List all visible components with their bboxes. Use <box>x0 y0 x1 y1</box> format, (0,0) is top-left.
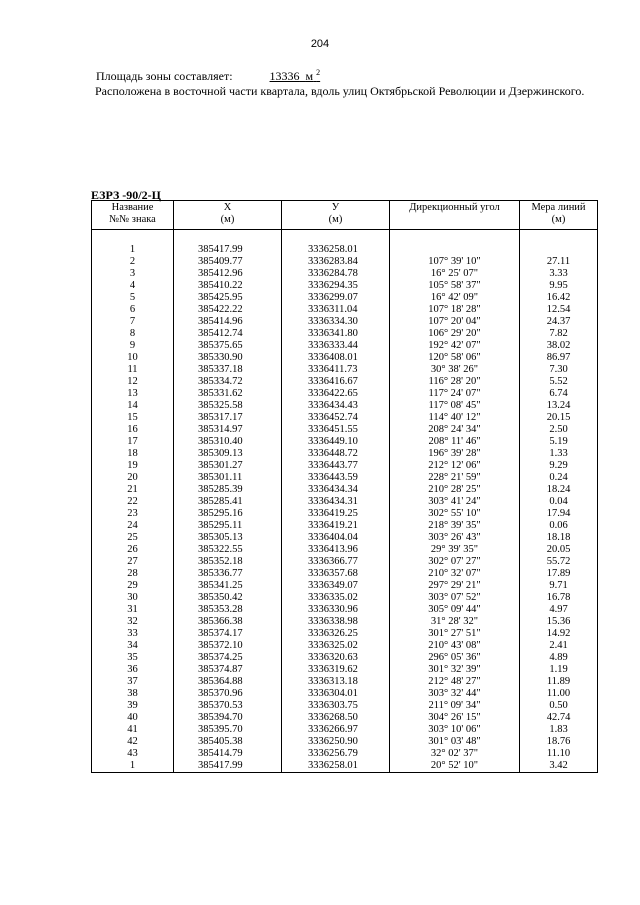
table-row <box>92 532 598 544</box>
header-line-length: Мера линий (м) <box>520 201 598 230</box>
coord-x-cell: 385405.38 <box>174 736 282 748</box>
coord-y-cell: 3336413.96 <box>282 544 390 556</box>
line-length-cell: 7.82 <box>520 328 598 340</box>
table-row <box>92 604 598 616</box>
coord-x-cell: 385331.62 <box>174 388 282 400</box>
coord-x-cell: 385305.13 <box>174 532 282 544</box>
coord-y-cell: 3336319.62 <box>282 664 390 676</box>
table-row <box>92 472 598 484</box>
direction-angle-cell: 32° 02' 37" <box>390 748 520 760</box>
coord-y-cell: 3336284.78 <box>282 268 390 280</box>
line-length-cell: 20.15 <box>520 412 598 424</box>
coord-x-cell: 385325.58 <box>174 400 282 412</box>
line-length-cell: 18.24 <box>520 484 598 496</box>
table-row <box>92 592 598 604</box>
coord-x-cell: 385422.22 <box>174 304 282 316</box>
direction-angle-cell: 296° 05' 36" <box>390 652 520 664</box>
line-length-cell: 0.50 <box>520 700 598 712</box>
direction-angle-cell: 16° 25' 07" <box>390 268 520 280</box>
direction-angle-cell: 304° 26' 15" <box>390 712 520 724</box>
zone-area-unit: м <box>305 69 314 83</box>
direction-angle-cell: 208° 24' 34" <box>390 424 520 436</box>
table-row <box>92 724 598 736</box>
coord-y-cell: 3336411.73 <box>282 364 390 376</box>
coord-x-cell: 385295.11 <box>174 520 282 532</box>
line-length-cell: 9.95 <box>520 280 598 292</box>
point-number-cell: 12 <box>92 376 174 388</box>
table-row <box>92 424 598 436</box>
coord-y-cell: 3336303.75 <box>282 700 390 712</box>
point-number-cell: 4 <box>92 280 174 292</box>
point-number-cell: 24 <box>92 520 174 532</box>
direction-angle-cell: 107° 18' 28" <box>390 304 520 316</box>
line-length-cell: 20.05 <box>520 544 598 556</box>
coord-x-cell: 385414.79 <box>174 748 282 760</box>
point-number-cell: 39 <box>92 700 174 712</box>
point-number-cell: 26 <box>92 544 174 556</box>
point-number-cell: 25 <box>92 532 174 544</box>
coord-x-cell: 385417.99 <box>174 760 282 773</box>
coord-y-cell: 3336404.04 <box>282 532 390 544</box>
table-row <box>92 352 598 364</box>
direction-angle-cell: 212° 48' 27" <box>390 676 520 688</box>
coord-x-cell: 385412.74 <box>174 328 282 340</box>
table-row <box>92 448 598 460</box>
point-number-cell: 1 <box>92 760 174 773</box>
point-number-cell: 7 <box>92 316 174 328</box>
coord-y-cell: 3336250.90 <box>282 736 390 748</box>
point-number-cell: 31 <box>92 604 174 616</box>
direction-angle-cell: 305° 09' 44" <box>390 604 520 616</box>
point-number-cell: 27 <box>92 556 174 568</box>
point-number-cell: 3 <box>92 268 174 280</box>
page-number: 204 <box>310 38 330 50</box>
coord-x-cell: 385310.40 <box>174 436 282 448</box>
coord-y-cell: 3336313.18 <box>282 676 390 688</box>
coord-y-cell: 3336256.79 <box>282 748 390 760</box>
line-length-cell: 11.89 <box>520 676 598 688</box>
table-row <box>92 616 598 628</box>
table-spacer-row <box>92 230 598 245</box>
table-row <box>92 544 598 556</box>
coord-x-cell: 385322.55 <box>174 544 282 556</box>
direction-angle-cell: 30° 38' 26" <box>390 364 520 376</box>
coord-x-cell: 385352.18 <box>174 556 282 568</box>
point-number-cell: 33 <box>92 628 174 640</box>
coord-y-cell: 3336366.77 <box>282 556 390 568</box>
coord-x-cell: 385337.18 <box>174 364 282 376</box>
coord-x-cell: 385414.96 <box>174 316 282 328</box>
line-length-cell: 11.00 <box>520 688 598 700</box>
coord-x-cell: 385301.27 <box>174 460 282 472</box>
coordinates-table <box>91 200 598 773</box>
table-row <box>92 712 598 724</box>
coord-x-cell: 385285.39 <box>174 484 282 496</box>
point-number-cell: 9 <box>92 340 174 352</box>
table-row <box>92 304 598 316</box>
line-length-cell: 42.74 <box>520 712 598 724</box>
point-number-cell: 43 <box>92 748 174 760</box>
coord-x-cell: 385410.22 <box>174 280 282 292</box>
line-length-cell: 16.42 <box>520 292 598 304</box>
table-row <box>92 400 598 412</box>
line-length-cell: 1.19 <box>520 664 598 676</box>
point-number-cell: 29 <box>92 580 174 592</box>
line-length-cell: 6.74 <box>520 388 598 400</box>
point-number-cell: 42 <box>92 736 174 748</box>
direction-angle-cell: 117° 08' 45" <box>390 400 520 412</box>
table-row <box>92 256 598 268</box>
table-row <box>92 496 598 508</box>
line-length-cell: 9.29 <box>520 460 598 472</box>
direction-angle-cell: 303° 10' 06" <box>390 724 520 736</box>
direction-angle-cell: 106° 29' 20" <box>390 328 520 340</box>
coord-y-cell: 3336434.43 <box>282 400 390 412</box>
direction-angle-cell: 303° 41' 24" <box>390 496 520 508</box>
coord-x-cell: 385301.11 <box>174 472 282 484</box>
direction-angle-cell: 301° 03' 48" <box>390 736 520 748</box>
direction-angle-cell: 211° 09' 34" <box>390 700 520 712</box>
coord-x-cell: 385350.42 <box>174 592 282 604</box>
coord-y-cell: 3336443.59 <box>282 472 390 484</box>
point-number-cell: 14 <box>92 400 174 412</box>
coord-y-cell: 3336451.55 <box>282 424 390 436</box>
direction-angle-cell: 117° 24' 07" <box>390 388 520 400</box>
direction-angle-cell: 212° 12' 06" <box>390 460 520 472</box>
direction-angle-cell: 116° 28' 20" <box>390 376 520 388</box>
table-row <box>92 736 598 748</box>
point-number-cell: 16 <box>92 424 174 436</box>
coord-y-cell: 3336311.04 <box>282 304 390 316</box>
table-row <box>92 700 598 712</box>
coord-y-cell: 3336299.07 <box>282 292 390 304</box>
table-row <box>92 328 598 340</box>
direction-angle-cell: 114° 40' 12" <box>390 412 520 424</box>
direction-angle-cell: 228° 21' 59" <box>390 472 520 484</box>
coord-y-cell: 3336452.74 <box>282 412 390 424</box>
point-number-cell: 15 <box>92 412 174 424</box>
table-row <box>92 760 598 773</box>
point-number-cell: 5 <box>92 292 174 304</box>
line-length-cell: 15.36 <box>520 616 598 628</box>
direction-angle-cell: 29° 39' 35" <box>390 544 520 556</box>
point-number-cell: 8 <box>92 328 174 340</box>
line-length-cell: 4.89 <box>520 652 598 664</box>
coord-y-cell: 3336266.97 <box>282 724 390 736</box>
table-row <box>92 568 598 580</box>
direction-angle-cell: 107° 20' 04" <box>390 316 520 328</box>
table-row <box>92 376 598 388</box>
direction-angle-cell: 192° 42' 07" <box>390 340 520 352</box>
line-length-cell: 24.37 <box>520 316 598 328</box>
point-number-cell: 18 <box>92 448 174 460</box>
zone-area-label: Площадь зоны составляет: <box>96 69 233 83</box>
table-row <box>92 280 598 292</box>
coord-x-cell: 385336.77 <box>174 568 282 580</box>
coord-x-cell: 385314.97 <box>174 424 282 436</box>
point-number-cell: 17 <box>92 436 174 448</box>
coord-x-cell: 385370.96 <box>174 688 282 700</box>
line-length-cell: 18.76 <box>520 736 598 748</box>
line-length-cell: 12.54 <box>520 304 598 316</box>
table-row <box>92 508 598 520</box>
coord-x-cell: 385374.87 <box>174 664 282 676</box>
direction-angle-cell: 210° 28' 25" <box>390 484 520 496</box>
table-row <box>92 556 598 568</box>
direction-angle-cell: 301° 27' 51" <box>390 628 520 640</box>
coord-y-cell: 3336268.50 <box>282 712 390 724</box>
point-number-cell: 20 <box>92 472 174 484</box>
line-length-cell: 2.50 <box>520 424 598 436</box>
coord-y-cell: 3336334.30 <box>282 316 390 328</box>
coord-x-cell: 385309.13 <box>174 448 282 460</box>
coord-y-cell: 3336341.80 <box>282 328 390 340</box>
line-length-cell: 7.30 <box>520 364 598 376</box>
coord-y-cell: 3336304.01 <box>282 688 390 700</box>
table-row <box>92 640 598 652</box>
coord-y-cell: 3336294.35 <box>282 280 390 292</box>
coord-y-cell: 3336330.96 <box>282 604 390 616</box>
point-number-cell: 22 <box>92 496 174 508</box>
line-length-cell: 38.02 <box>520 340 598 352</box>
line-length-cell: 11.10 <box>520 748 598 760</box>
direction-angle-cell: 301° 32' 39" <box>390 664 520 676</box>
coord-y-cell: 3336422.65 <box>282 388 390 400</box>
table-row <box>92 652 598 664</box>
point-number-cell: 34 <box>92 640 174 652</box>
table-row <box>92 664 598 676</box>
table-row <box>92 268 598 280</box>
coord-y-cell: 3336419.25 <box>282 508 390 520</box>
table-row <box>92 748 598 760</box>
coord-y-cell: 3336434.31 <box>282 496 390 508</box>
coord-y-cell: 3336338.98 <box>282 616 390 628</box>
point-number-cell: 28 <box>92 568 174 580</box>
direction-angle-cell: 302° 55' 10" <box>390 508 520 520</box>
table-row <box>92 460 598 472</box>
coord-y-cell: 3336320.63 <box>282 652 390 664</box>
line-length-cell: 27.11 <box>520 256 598 268</box>
table-row <box>92 412 598 424</box>
table-header-row <box>92 201 598 230</box>
coord-x-cell: 385412.96 <box>174 268 282 280</box>
line-length-cell: 16.78 <box>520 592 598 604</box>
line-length-cell: 5.52 <box>520 376 598 388</box>
line-length-cell: 14.92 <box>520 628 598 640</box>
table-row <box>92 244 598 256</box>
direction-angle-cell <box>390 244 520 256</box>
coord-x-cell: 385417.99 <box>174 244 282 256</box>
line-length-cell: 17.94 <box>520 508 598 520</box>
point-number-cell: 30 <box>92 592 174 604</box>
direction-angle-cell: 208° 11' 46" <box>390 436 520 448</box>
coord-y-cell: 3336419.21 <box>282 520 390 532</box>
point-number-cell: 2 <box>92 256 174 268</box>
coord-y-cell: 3336416.67 <box>282 376 390 388</box>
coord-y-cell: 3336357.68 <box>282 568 390 580</box>
point-number-cell: 37 <box>92 676 174 688</box>
point-number-cell: 10 <box>92 352 174 364</box>
point-number-cell: 13 <box>92 388 174 400</box>
direction-angle-cell: 31° 28' 32" <box>390 616 520 628</box>
table-row <box>92 340 598 352</box>
header-y: У (м) <box>282 201 390 230</box>
line-length-cell: 4.97 <box>520 604 598 616</box>
line-length-cell: 5.19 <box>520 436 598 448</box>
table-row <box>92 484 598 496</box>
table-row <box>92 316 598 328</box>
direction-angle-cell: 196° 39' 28" <box>390 448 520 460</box>
line-length-cell: 13.24 <box>520 400 598 412</box>
coord-y-cell: 3336408.01 <box>282 352 390 364</box>
coord-x-cell: 385372.10 <box>174 640 282 652</box>
point-number-cell: 21 <box>92 484 174 496</box>
header-x: Х (м) <box>174 201 282 230</box>
coord-x-cell: 385353.28 <box>174 604 282 616</box>
coord-y-cell: 3336325.02 <box>282 640 390 652</box>
direction-angle-cell: 297° 29' 21" <box>390 580 520 592</box>
table-row <box>92 436 598 448</box>
coord-x-cell: 385364.88 <box>174 676 282 688</box>
line-length-cell: 0.06 <box>520 520 598 532</box>
table-row <box>92 520 598 532</box>
direction-angle-cell: 303° 07' 52" <box>390 592 520 604</box>
header-direction-angle: Дирекционный угол <box>390 201 520 230</box>
direction-angle-cell: 105° 58' 37" <box>390 280 520 292</box>
line-length-cell: 86.97 <box>520 352 598 364</box>
coord-y-cell: 3336335.02 <box>282 592 390 604</box>
coord-x-cell: 385285.41 <box>174 496 282 508</box>
table-row <box>92 688 598 700</box>
line-length-cell <box>520 244 598 256</box>
line-length-cell: 0.04 <box>520 496 598 508</box>
table-row <box>92 364 598 376</box>
direction-angle-cell: 302° 07' 27" <box>390 556 520 568</box>
coord-y-cell: 3336434.34 <box>282 484 390 496</box>
table-row <box>92 676 598 688</box>
coord-x-cell: 385366.38 <box>174 616 282 628</box>
coord-x-cell: 385425.95 <box>174 292 282 304</box>
line-length-cell: 1.83 <box>520 724 598 736</box>
direction-angle-cell: 20° 52' 10" <box>390 760 520 773</box>
zone-area-number: 13336 <box>269 69 300 83</box>
coord-y-cell: 3336443.77 <box>282 460 390 472</box>
point-number-cell: 41 <box>92 724 174 736</box>
coord-y-cell: 3336333.44 <box>282 340 390 352</box>
line-length-cell: 17.89 <box>520 568 598 580</box>
line-length-cell: 3.42 <box>520 760 598 773</box>
zone-area-unit-exponent: 2 <box>316 68 321 77</box>
coord-y-cell: 3336258.01 <box>282 244 390 256</box>
coord-x-cell: 385330.90 <box>174 352 282 364</box>
direction-angle-cell: 303° 26' 43" <box>390 532 520 544</box>
point-number-cell: 19 <box>92 460 174 472</box>
coord-x-cell: 385375.65 <box>174 340 282 352</box>
zone-area-value <box>270 69 321 83</box>
line-length-cell: 18.18 <box>520 532 598 544</box>
coord-x-cell: 385394.70 <box>174 712 282 724</box>
point-number-cell: 11 <box>92 364 174 376</box>
direction-angle-cell: 16° 42' 09" <box>390 292 520 304</box>
line-length-cell: 0.24 <box>520 472 598 484</box>
zone-title: ЕЗРЗ -90/2-Ц <box>91 188 161 202</box>
coord-x-cell: 385295.16 <box>174 508 282 520</box>
point-number-cell: 35 <box>92 652 174 664</box>
point-number-cell: 36 <box>92 664 174 676</box>
coord-x-cell: 385374.25 <box>174 652 282 664</box>
line-length-cell: 9.71 <box>520 580 598 592</box>
zone-area-line <box>96 68 320 84</box>
point-number-cell: 38 <box>92 688 174 700</box>
coord-y-cell: 3336349.07 <box>282 580 390 592</box>
table-row <box>92 580 598 592</box>
direction-angle-cell: 107° 39' 10" <box>390 256 520 268</box>
direction-angle-cell: 218° 39' 35" <box>390 520 520 532</box>
coord-y-cell: 3336283.84 <box>282 256 390 268</box>
table-row <box>92 628 598 640</box>
coord-y-cell: 3336448.72 <box>282 448 390 460</box>
coord-x-cell: 385334.72 <box>174 376 282 388</box>
direction-angle-cell: 303° 32' 44" <box>390 688 520 700</box>
coord-x-cell: 385341.25 <box>174 580 282 592</box>
direction-angle-cell: 210° 32' 07" <box>390 568 520 580</box>
point-number-cell: 40 <box>92 712 174 724</box>
coord-y-cell: 3336449.10 <box>282 436 390 448</box>
point-number-cell: 6 <box>92 304 174 316</box>
coord-x-cell: 385374.17 <box>174 628 282 640</box>
coord-y-cell: 3336258.01 <box>282 760 390 773</box>
point-number-cell: 32 <box>92 616 174 628</box>
line-length-cell: 3.33 <box>520 268 598 280</box>
line-length-cell: 2.41 <box>520 640 598 652</box>
line-length-cell: 55.72 <box>520 556 598 568</box>
direction-angle-cell: 120° 58' 06" <box>390 352 520 364</box>
zone-location-text: Расположена в восточной части квартала, вдоль улиц Октябрьской Революции и Дзержинского. <box>95 84 585 98</box>
coord-x-cell: 385317.17 <box>174 412 282 424</box>
table-row <box>92 292 598 304</box>
header-name: Название №№ знака <box>92 201 174 230</box>
coord-x-cell: 385370.53 <box>174 700 282 712</box>
line-length-cell: 1.33 <box>520 448 598 460</box>
coord-x-cell: 385395.70 <box>174 724 282 736</box>
coord-x-cell: 385409.77 <box>174 256 282 268</box>
coord-y-cell: 3336326.25 <box>282 628 390 640</box>
point-number-cell: 23 <box>92 508 174 520</box>
point-number-cell: 1 <box>92 244 174 256</box>
table-row <box>92 388 598 400</box>
direction-angle-cell: 210° 43' 08" <box>390 640 520 652</box>
